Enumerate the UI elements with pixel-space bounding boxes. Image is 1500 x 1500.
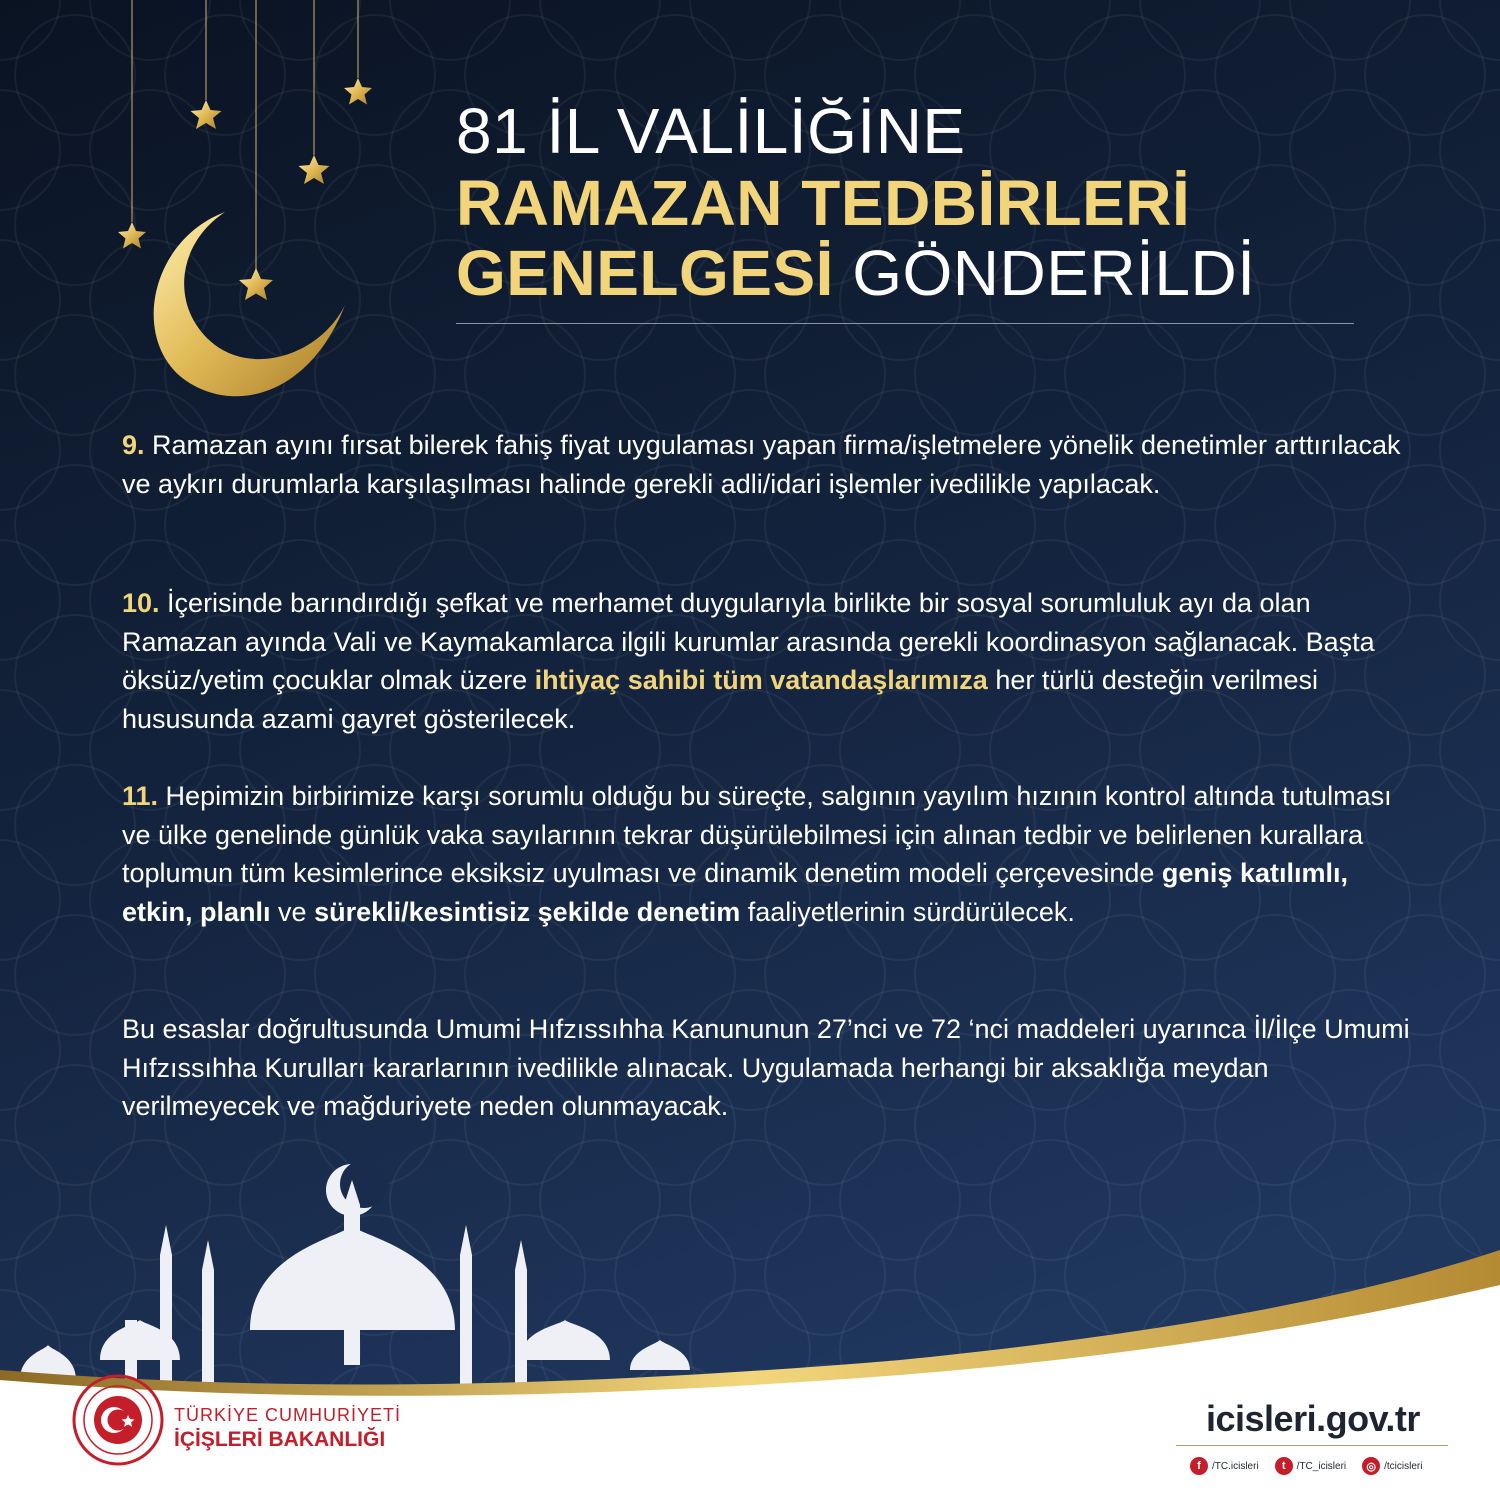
twitter-icon: t xyxy=(1275,1457,1293,1475)
website-divider xyxy=(1176,1445,1448,1446)
title-line-3 xyxy=(456,238,1255,308)
social-twitter[interactable] xyxy=(1275,1457,1346,1475)
brand-line-2: İÇİŞLERİ BAKANLIĞI xyxy=(174,1428,386,1451)
brand-line-1: TÜRKİYE CUMHURİYETİ xyxy=(174,1405,402,1425)
item-highlight: geniş katılımlı, etkin, planlı xyxy=(122,858,1348,927)
social-links xyxy=(1190,1457,1422,1475)
item-highlight: sürekli/kesintisiz şekilde denetim xyxy=(314,896,741,927)
social-handle: /tcicisleri xyxy=(1384,1460,1423,1472)
title-line-1: 81 İL VALİLİĞİNE xyxy=(456,95,966,167)
social-instagram[interactable] xyxy=(1362,1457,1422,1475)
item-text: Hepimizin birbirimize karşı sorumlu olduğu bu süreçte, salgının yayılım hızının kontrol altında tutulması ve ülke genelinde günlük vaka sayılarının tekrar düşürülebilmesi için alınan tedbir ve belirlenen kurallara toplumun tüm kesimlerince eksiksiz uyulması ve dinamik denetim modeli çerçevesinde xyxy=(122,781,1392,888)
social-handle: /TC_icisleri xyxy=(1296,1460,1347,1472)
title-divider xyxy=(456,323,1354,324)
item-number: 9. xyxy=(122,430,145,460)
item-11 xyxy=(122,777,1422,931)
closing-paragraph: Bu esaslar doğrultusunda Umumi Hıfzıssıhha Kanununun 27’nci ve 72 ‘nci maddeleri uyarınca İl/İlçe Umumi Hıfzıssıhha Kurulları kararlarının ivedilikle alınacak. Uygulamada herhangi bir aksaklığa meydan verilmeyecek ve mağduriyete neden olunmayacak. xyxy=(122,1014,1410,1121)
social-handle: /TC.icisleri xyxy=(1212,1460,1259,1472)
item-number: 11. xyxy=(122,781,159,811)
item-text: İçerisinde barındırdığı şefkat ve merhamet duygularıyla birlikte bir sosyal sorumluluk ayı da olan Ramazan ayında Vali ve Kaymakamlarca ilgili kurumlar arasında gerekli koordinasyon sağlanacak. Başta öksüz/yetim çocuklar olmak üzere xyxy=(122,588,1375,695)
item-highlight: ihtiyaç sahibi tüm vatandaşlarımıza xyxy=(534,665,988,695)
item-text: her türlü desteğin verilmesi hususunda azami gayret gösterilecek. xyxy=(122,665,1318,734)
title-line-2 xyxy=(456,168,1190,238)
item-text: faaliyetlerinin sürdürülecek. xyxy=(740,896,1075,927)
item-number: 10. xyxy=(122,588,160,618)
item-10 xyxy=(122,584,1422,738)
website-link[interactable]: icisleri.gov.tr xyxy=(1206,1398,1420,1439)
item-9 xyxy=(122,426,1422,503)
item-text: Ramazan ayını fırsat bilerek fahiş fiyat uygulaması yapan firma/işletmelere yönelik denetimler arttırılacak ve aykırı durumlarla karşılaşılması halinde gerekli adli/idari işlemler ivedilikle yapılacak. xyxy=(122,430,1401,499)
social-facebook[interactable] xyxy=(1190,1457,1259,1475)
ministry-brand xyxy=(174,1405,401,1452)
title-rest: GÖNDERİLDİ xyxy=(833,237,1256,309)
instagram-icon: ◎ xyxy=(1362,1457,1380,1475)
title-highlight: RAMAZAN TEDBİRLERİ xyxy=(456,167,1191,239)
item-text: ve xyxy=(270,896,315,927)
title-highlight-genelgesi: GENELGESİ xyxy=(456,237,834,309)
facebook-icon: f xyxy=(1190,1457,1208,1475)
